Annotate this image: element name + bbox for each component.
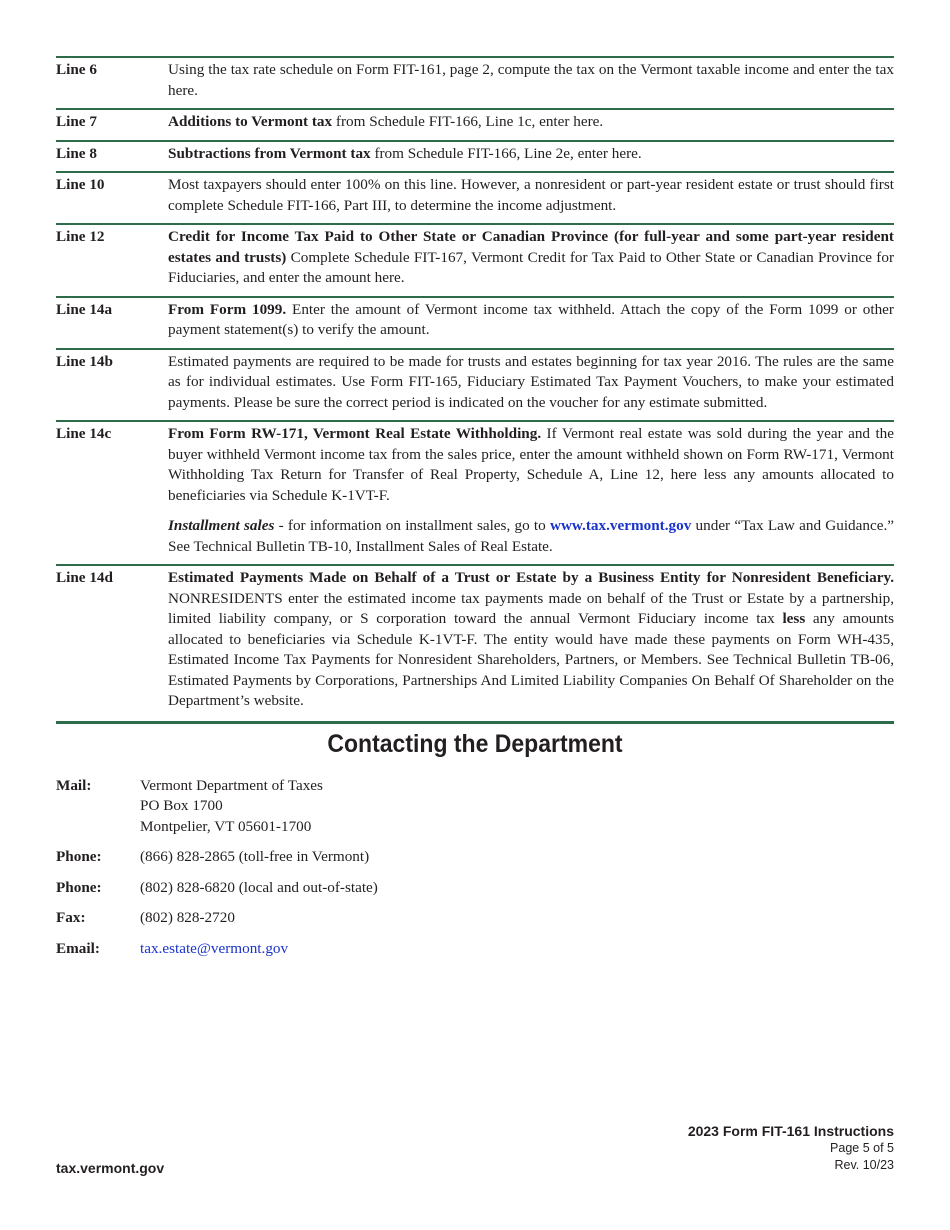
- address-line: Vermont Department of Taxes: [140, 776, 323, 794]
- line-description: Credit for Income Tax Paid to Other State or Canadian Province (for full-year and some part-year resident estates and trusts) Complete Schedule FIT-167, Vermont Credit for Tax Paid to Other State or Canadian Province for Fiduciaries, and enter the amount here.: [168, 228, 894, 286]
- address-line: Montpelier, VT 05601-1700: [140, 817, 312, 835]
- line-label: Line 10: [56, 176, 105, 193]
- instructions-body: [56, 56, 894, 969]
- contact-label: Fax:: [56, 909, 86, 926]
- contact-label: Email:: [56, 939, 100, 957]
- contact-mail: [56, 776, 894, 838]
- line-12-row: [56, 223, 894, 296]
- contact-label: Phone:: [56, 848, 102, 865]
- line-description: [168, 424, 894, 557]
- footer-website: tax.vermont.gov: [56, 1160, 165, 1176]
- line-description: Most taxpayers should enter 100% on this line. However, a nonresident or part-year resident estate or trust should first complete Schedule FIT-166, Part III, to determine the income adjustment.: [168, 176, 894, 214]
- line-14a-row: [56, 296, 894, 348]
- address-line: PO Box 1700: [140, 797, 223, 814]
- line-label: Line 8: [56, 144, 97, 162]
- line-label: Line 14d: [56, 569, 113, 586]
- footer-revision: Rev. 10/23: [834, 1158, 894, 1172]
- paragraph: From Form RW-171, Vermont Real Estate Withholding. If Vermont real estate was sold during the year and the buyer withheld Vermont income tax from the sales price, enter the amount withheld shown on Form RW-171, Vermont Withholding Tax Return for Transfer of Real Property, Schedule A, Line 12, here less any amounts allocated to beneficiaries via Schedule K-1VT-F.: [168, 425, 894, 504]
- line-label: Line 7: [56, 113, 97, 130]
- footer-form-title: 2023 Form FIT-161 Instructions: [687, 1123, 894, 1139]
- line-8-row: [56, 140, 894, 172]
- line-description: Estimated payments are required to be made for trusts and estates beginning for tax year 2016. The rules are the same as for individual estimates. Use Form FIT-165, Fiduciary Estimated Tax Payment Vouchers, to make your estimated payments. Please be sure the correct period is indicated on the voucher for any estimate submitted.: [168, 352, 894, 411]
- email-link[interactable]: tax.estate@vermont.gov: [140, 939, 289, 957]
- line-description: Additions to Vermont tax from Schedule FIT-166, Line 1c, enter here.: [168, 113, 604, 130]
- line-14d-row: [56, 564, 894, 719]
- contact-email: [56, 939, 894, 960]
- line-description: Subtractions from Vermont tax from Schedule FIT-166, Line 2e, enter here.: [168, 144, 642, 162]
- line-label: Line 6: [56, 61, 97, 78]
- footer-page-number: Page 5 of 5: [830, 1141, 894, 1155]
- phone-number: (866) 828-2865 (toll-free in Vermont): [140, 848, 370, 865]
- line-14b-row: [56, 348, 894, 421]
- line-7-row: [56, 108, 894, 140]
- contact-fax: [56, 908, 894, 929]
- section-divider: [56, 721, 894, 724]
- contact-section-title: Contacting the Department: [327, 729, 623, 758]
- line-description: From Form 1099. Enter the amount of Vermont income tax withheld. Attach the copy of the Form 1099 or other payment statement(s) to verify the amount.: [168, 300, 894, 338]
- contact-phone-tollfree: [56, 847, 894, 868]
- line-description: Using the tax rate schedule on Form FIT-161, page 2, compute the tax on the Vermont taxable income and enter the tax here.: [168, 61, 894, 99]
- phone-number: (802) 828-6820 (local and out-of-state): [140, 878, 378, 896]
- footer-form-info: [688, 1122, 894, 1174]
- contact-label: Phone:: [56, 878, 102, 896]
- line-label: Line 14b: [56, 352, 113, 370]
- mailing-address: [140, 776, 323, 838]
- installment-sales-paragraph: Installment sales - for information on installment sales, go to www.tax.vermont.gov under “Tax Law and Guidance.” See Technical Bulletin TB-10, Installment Sales of Real Estate.: [168, 517, 895, 555]
- contact-label: Mail:: [56, 776, 92, 794]
- line-14c-row: [56, 420, 894, 564]
- tax-website-link[interactable]: www.tax.vermont.gov: [549, 517, 692, 534]
- line-label: Line 12: [56, 228, 105, 245]
- line-description: Estimated Payments Made on Behalf of a Trust or Estate by a Business Entity for Nonresident Beneficiary. NONRESIDENTS enter the estimated income tax payments made on behalf of the Trust or Estate by a partnership, limited liability company, or S corporation toward the annual Vermont Fiduciary income tax less any amounts allocated to beneficiaries via Schedule K-1VT-F. The entity would have made these payments on Form WH-435, Estimated Income Tax Payments for Nonresident Shareholders, Partners, or Members. See Technical Bulletin TB-06, Estimated Payments by Corporations, Partnerships And Limited Liability Companies On Behalf Of Shareholder on the Department’s website.: [168, 569, 894, 709]
- line-10-row: [56, 171, 894, 223]
- line-label: Line 14a: [56, 300, 113, 318]
- fax-number: (802) 828-2720: [140, 909, 235, 926]
- line-6-row: [56, 56, 894, 108]
- line-label: Line 14c: [56, 425, 112, 442]
- contact-phone-local: [56, 878, 894, 899]
